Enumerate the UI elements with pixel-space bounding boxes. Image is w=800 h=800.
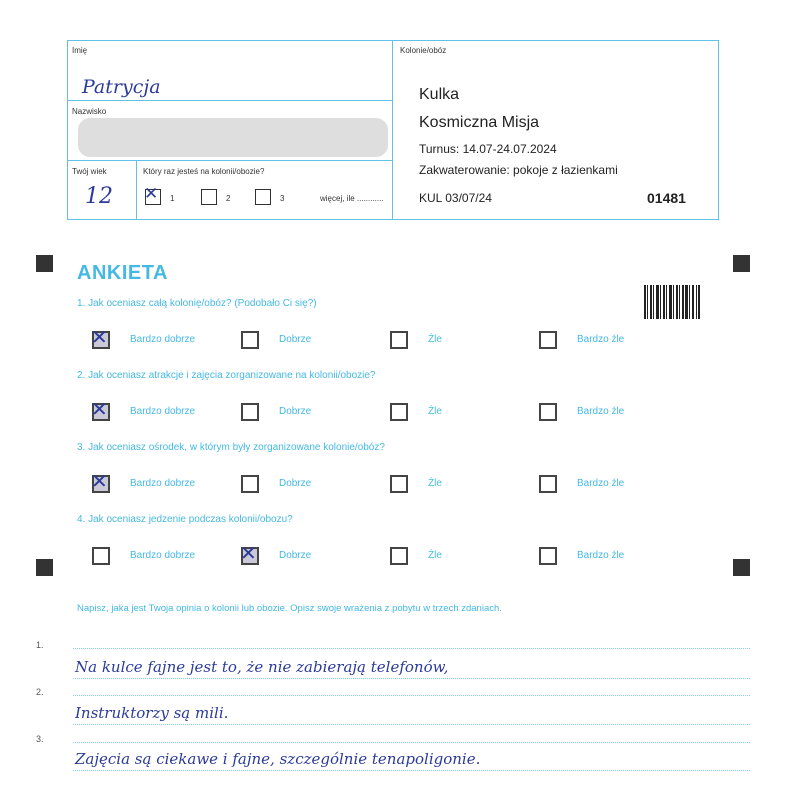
camp-subtitle: Kosmiczna Misja (419, 114, 540, 131)
q2-option-label-3: Źle (428, 406, 442, 417)
camp-code: KUL 03/07/24 (419, 191, 492, 205)
x-mark-icon: ✕ (144, 184, 159, 204)
redacted-last-name (78, 118, 388, 157)
camp-label: Kolonie/obóz (400, 46, 447, 55)
registration-marker (36, 559, 53, 576)
survey-title: ANKIETA (77, 262, 168, 284)
visit-count-option-2: 2 (226, 194, 231, 203)
first-name-value: Patrycja (82, 76, 161, 98)
q4-option-label-4: Bardzo źle (577, 550, 625, 561)
q3-checkbox-2[interactable] (241, 475, 259, 493)
q3-checkbox-1[interactable] (91, 469, 110, 493)
age-value: 12 (85, 184, 113, 209)
visit-count-checkbox-1[interactable] (144, 184, 161, 205)
q4-option-label-2: Dobrze (279, 550, 312, 561)
age-label: Twój wiek (72, 167, 107, 176)
divider (67, 100, 392, 101)
divider (136, 160, 137, 220)
q4-option-label-3: Źle (428, 550, 442, 561)
camp-name: Kulka (419, 86, 460, 103)
q2-checkbox-2[interactable] (241, 403, 259, 421)
q2-option-label-2: Dobrze (279, 406, 312, 417)
divider (67, 160, 392, 161)
opinion-answer-1: Na kulce fajne jest to, że nie zabierają telefonów, (75, 658, 449, 676)
q1-checkbox-1[interactable] (91, 325, 110, 349)
opinion-prompt: Napisz, jaka jest Twoja opinia o kolonii lub obozie. Opisz swoje wrażenia z pobytu w trzech zdaniach. (77, 603, 502, 614)
q3-option-label-1: Bardzo dobrze (130, 478, 196, 489)
x-mark-icon: ✕ (91, 325, 108, 349)
q1-option-label-3: Źle (428, 334, 442, 345)
q2-checkbox-4[interactable] (539, 403, 557, 421)
registration-marker (733, 559, 750, 576)
visit-count-option-more: więcej, ile ............ (320, 194, 384, 203)
visit-count-checkbox-3[interactable] (255, 189, 271, 205)
q4-option-label-1: Bardzo dobrze (130, 550, 196, 561)
q1-option-label-2: Dobrze (279, 334, 312, 345)
q1-option-label-4: Bardzo źle (577, 334, 625, 345)
q2-checkbox-1[interactable] (91, 397, 110, 421)
divider (392, 40, 393, 220)
registration-marker (36, 255, 53, 272)
q3-checkbox-3[interactable] (390, 475, 408, 493)
writing-line (73, 695, 750, 696)
writing-line (73, 648, 750, 649)
q4-checkbox-4[interactable] (539, 547, 557, 565)
q2-checkbox-3[interactable] (390, 403, 408, 421)
question-2: 2. Jak oceniasz atrakcje i zajęcia zorganizowane na kolonii/obozie? (77, 370, 376, 381)
q3-option-label-4: Bardzo źle (577, 478, 625, 489)
writing-line (73, 770, 750, 771)
q3-checkbox-4[interactable] (539, 475, 557, 493)
turnus-dates: Turnus: 14.07-24.07.2024 (419, 142, 557, 156)
q1-option-label-1: Bardzo dobrze (130, 334, 196, 345)
q3-option-label-3: Źle (428, 478, 442, 489)
last-name-label: Nazwisko (72, 107, 107, 116)
x-mark-icon: ✕ (240, 541, 257, 565)
line-number-3: 3. (36, 734, 44, 744)
accommodation: Zakwaterowanie: pokoje z łazienkami (419, 163, 618, 177)
question-1: 1. Jak oceniasz całą kolonię/obóz? (Podobało Ci się?) (77, 298, 317, 309)
q3-option-label-2: Dobrze (279, 478, 312, 489)
line-number-1: 1. (36, 640, 44, 650)
visit-count-checkbox-2[interactable] (201, 189, 217, 205)
question-3: 3. Jak oceniasz ośrodek, w którym były zorganizowane kolonie/obóz? (77, 442, 385, 453)
question-4: 4. Jak oceniasz jedzenie podczas kolonii/obozu? (77, 514, 293, 525)
q4-checkbox-2[interactable] (240, 541, 259, 565)
x-mark-icon: ✕ (91, 397, 108, 421)
form-number: 01481 (647, 190, 686, 206)
visit-count-label: Który raz jesteś na kolonii/obozie? (143, 167, 265, 176)
q4-checkbox-3[interactable] (390, 547, 408, 565)
q1-checkbox-3[interactable] (390, 331, 408, 349)
opinion-answer-2: Instruktorzy są mili. (75, 704, 229, 722)
writing-line (73, 678, 750, 679)
q1-checkbox-2[interactable] (241, 331, 259, 349)
writing-line (73, 742, 750, 743)
writing-line (73, 724, 750, 725)
visit-count-option-3: 3 (280, 194, 285, 203)
line-number-2: 2. (36, 687, 44, 697)
barcode (644, 285, 700, 319)
registration-marker (733, 255, 750, 272)
q2-option-label-1: Bardzo dobrze (130, 406, 196, 417)
q1-checkbox-4[interactable] (539, 331, 557, 349)
q2-option-label-4: Bardzo źle (577, 406, 625, 417)
first-name-label: Imię (72, 46, 88, 55)
opinion-answer-3: Zajęcia są ciekawe i fajne, szczególnie tenapoligonie. (75, 750, 481, 768)
x-mark-icon: ✕ (91, 469, 108, 493)
q4-checkbox-1[interactable] (92, 547, 110, 565)
visit-count-option-1: 1 (170, 194, 175, 203)
